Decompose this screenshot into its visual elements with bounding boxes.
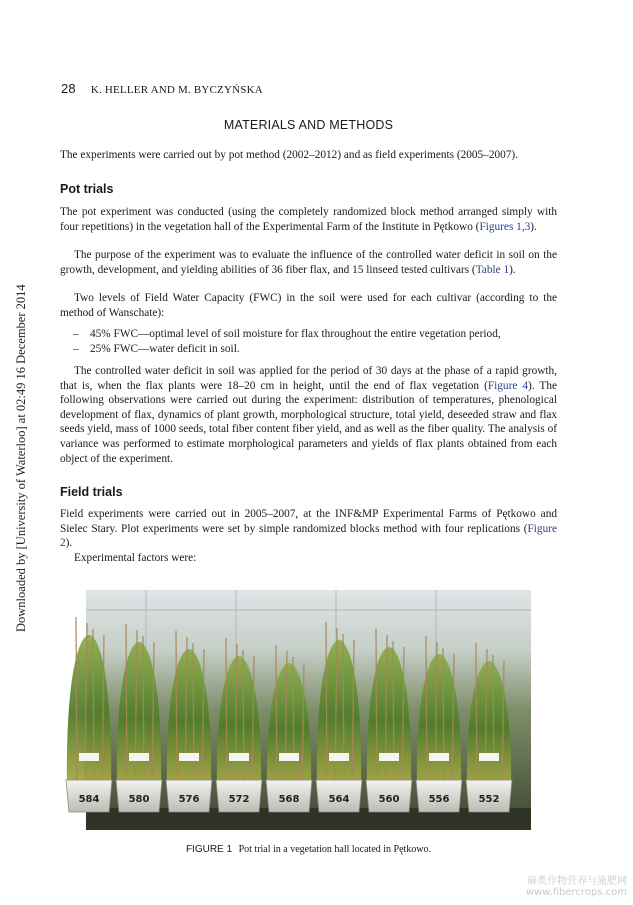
- figure-1-photo: [78, 590, 531, 830]
- plant-tag: [279, 753, 299, 761]
- pot-trials-paragraph-4: The controlled water deficit in soil was applied for the period of 30 days at the phase of a rapid growth, that is, when the flax plants were 18–20 cm in height, until the end of flax vegetation (Figure 4). The following observations were carried out during the experiment: distribution of temperatures, phenological development of flax, dynamics of plant growth, morphological structure, total yield, deseeded straw and flax seeds yield, mass of 1000 seeds, total fiber content fiber yield, and as well as the fiber quality. The analysis of variance was performed to estimate morphological parameters and yields of flax plants obtained from each object of the experiment.: [60, 365, 557, 465]
- plant-tag: [429, 753, 449, 761]
- pot-trials-paragraph-1: The pot experiment was conducted (using the completely randomized block method arranged simply with four repetitions) in the vegetation hall of the Experimental Farm of the Institute in Pętkowo (Figures 1,3).: [60, 206, 557, 233]
- pot-number: 576: [178, 794, 200, 805]
- figure-4-link[interactable]: Figure 4: [487, 379, 529, 392]
- page-number: 28: [61, 81, 76, 96]
- download-note: Downloaded by [University of Waterloo] at 02:49 16 December 2014: [14, 284, 28, 632]
- plant-tag: [379, 753, 399, 761]
- list-marker: –: [73, 342, 79, 355]
- running-head: [61, 81, 263, 96]
- watermark-line-1: 麻类作物营养与施肥网: [527, 876, 627, 887]
- pot-number: 564: [328, 794, 350, 805]
- watermark-line-2: www.fibercrops.com: [525, 887, 627, 898]
- table-1-link[interactable]: Table 1: [475, 263, 510, 276]
- list-item: – 45% FWC—optimal level of soil moisture for flax throughout the entire vegetation period,: [73, 328, 501, 340]
- intro-paragraph: The experiments were carried out by pot method (2002–2012) and as field experiments (2005–2007).: [60, 149, 519, 161]
- pot-number: 580: [128, 794, 150, 805]
- list-item: – 25% FWC—water deficit in soil.: [73, 342, 240, 355]
- pot-number: 584: [78, 794, 100, 805]
- pot-number: 556: [428, 794, 450, 805]
- pot-number: 552: [478, 794, 500, 805]
- plant-tag: [79, 753, 99, 761]
- pot-number: 560: [378, 794, 400, 805]
- figure-caption-text: Pot trial in a vegetation hall located in Pętkowo.: [238, 844, 432, 855]
- plant-tag: [329, 753, 349, 761]
- field-trials-paragraph-2: Experimental factors were:: [74, 552, 197, 564]
- figure-1-caption: [60, 844, 557, 855]
- plant-tag: [129, 753, 149, 761]
- plant-tag: [229, 753, 249, 761]
- pot-number: 572: [228, 794, 250, 805]
- fwc-level-list: [73, 327, 557, 356]
- figure-label: FIGURE 1: [185, 844, 233, 855]
- figure-2-link[interactable]: Figure 2: [60, 522, 557, 550]
- watermark: [526, 876, 627, 898]
- section-title: MATERIALS AND METHODS: [223, 118, 394, 132]
- running-head-authors: K. HELLER AND M. BYCZYŃSKA: [90, 84, 263, 96]
- pot-number: 568: [278, 794, 300, 805]
- pot-trials-heading: Pot trials: [60, 182, 114, 196]
- pot-trials-paragraph-3: Two levels of Field Water Capacity (FWC) in the soil were used for each cultivar (according to the method of Wanschate):: [60, 292, 557, 319]
- pot-trial-illustration: [78, 590, 531, 830]
- figures-1-3-link[interactable]: Figures 1,3: [479, 220, 531, 233]
- pot-trials-paragraph-2: The purpose of the experiment was to evaluate the influence of the controlled water deficit in soil on the growth, development, and yielding abilities of 36 fiber flax, and 15 linseed tested cultivars (Table 1).: [60, 249, 557, 276]
- list-marker: –: [73, 328, 79, 340]
- plant-tag: [479, 753, 499, 761]
- field-trials-heading: Field trials: [60, 485, 123, 499]
- plant-tag: [179, 753, 199, 761]
- field-trials-paragraph-1: Field experiments were carried out in 2005–2007, at the INF&MP Experimental Farms of Pętkowo and Sielec Stary. Plot experiments were set by simple randomized blocks method with four replications (Figure 2).: [60, 508, 557, 550]
